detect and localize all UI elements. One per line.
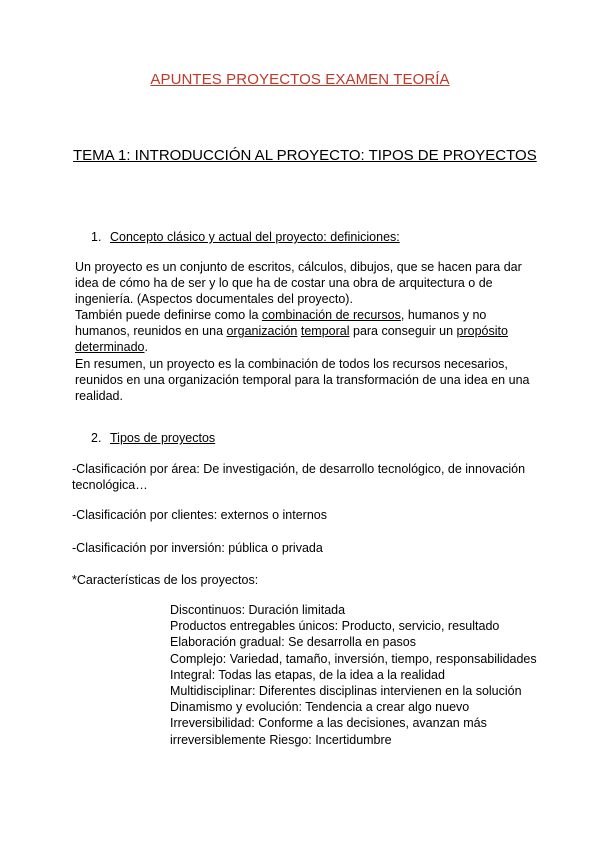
list-item: Irreversibilidad: Conforme a las decisiones, avanzan más bbox=[170, 716, 487, 731]
subsection-number: 1. bbox=[91, 230, 102, 244]
document-title: APUNTES PROYECTOS EXAMEN TEORÍA bbox=[150, 71, 450, 88]
summary-paragraph: En resumen, un proyecto es la combinación de todos los recursos necesarios, reunidos en una organización temporal para la transformación de una idea en una realidad. bbox=[75, 356, 530, 403]
definition-block bbox=[75, 259, 530, 404]
classification-clients: -Clasificación por clientes: externos o internos bbox=[72, 508, 327, 522]
underlined-term: temporal bbox=[300, 324, 350, 339]
list-item: irreversiblemente Riesgo: Incertidumbre bbox=[170, 732, 392, 747]
list-item: Elaboración gradual: Se desarrolla en pasos bbox=[170, 635, 416, 650]
characteristics-list bbox=[170, 602, 570, 748]
section-title: TEMA 1: INTRODUCCIÓN AL PROYECTO: TIPOS DE PROYECTOS bbox=[73, 147, 537, 164]
underlined-term: organización bbox=[226, 324, 298, 339]
definition-paragraph: Un proyecto es un conjunto de escritos, cálculos, dibujos, que se hacen para dar idea de cómo ha de ser y lo que ha de costar una obra de arquitectura o de ingeniería. (Aspectos documentales del proyecto). bbox=[75, 260, 522, 307]
underlined-term: propósito determinado bbox=[75, 324, 508, 355]
list-item: Complejo: Variedad, tamaño, inversión, tiempo, responsabilidades bbox=[170, 651, 537, 666]
text-run: , humanos y no humanos, reunidos en una bbox=[75, 308, 487, 339]
subsection-heading-text: Concepto clásico y actual del proyecto: definiciones: bbox=[110, 230, 400, 244]
subsection-number: 2. bbox=[91, 431, 102, 445]
underlined-term: combinación de recursos bbox=[261, 308, 401, 323]
list-item: Multidisciplinar: Diferentes disciplinas intervienen en la solución bbox=[170, 684, 522, 699]
subsection-heading-text: Tipos de proyectos bbox=[110, 431, 216, 445]
list-item: Discontinuos: Duración limitada bbox=[170, 603, 346, 617]
classification-investment: -Clasificación por inversión: pública o privada bbox=[72, 541, 323, 555]
definition-paragraph-combination bbox=[75, 307, 530, 355]
characteristics-heading: *Características de los proyectos: bbox=[72, 573, 259, 587]
subsection-heading-tipos bbox=[91, 431, 215, 445]
text-run: También puede definirse como la bbox=[75, 308, 262, 323]
list-item: Integral: Todas las etapas, de la idea a la realidad bbox=[170, 667, 445, 682]
list-item: Dinamismo y evolución: Tendencia a crear algo nuevo bbox=[170, 700, 470, 715]
subsection-heading-concepto bbox=[91, 230, 400, 244]
text-run: . bbox=[144, 340, 148, 355]
list-item: Productos entregables únicos: Producto, servicio, resultado bbox=[170, 619, 500, 634]
classification-area: -Clasificación por área: De investigación, de desarrollo tecnológico, de innovación tecnológica… bbox=[72, 462, 526, 493]
text-run: para conseguir un bbox=[349, 324, 457, 339]
